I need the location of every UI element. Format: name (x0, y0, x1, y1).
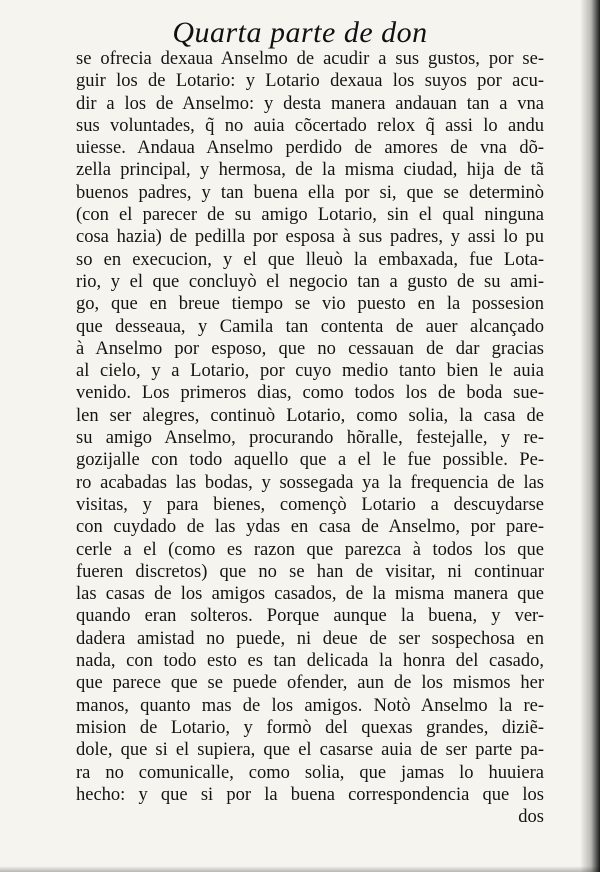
text-line: dadera amistad no puede, ni deue de ser sospechosa en (76, 628, 544, 649)
text-line: cosa hazia) de pedilla por esposa à sus padres, y assi lo pu (76, 227, 544, 248)
text-line: buenos padres, y tan buena ella por si, que se determinò (76, 182, 544, 203)
text-line: go, que en breue tiempo se vio puesto en la possesion (76, 294, 544, 315)
text-line: se ofrecia dexaua Anselmo de acudir a sus gustos, por se- (76, 49, 544, 69)
text-line: manos, quanto mas de los amigos. Notò Anselmo la re- (76, 695, 544, 716)
text-line: visitas, y para bienes, començò Lotario a descuydarse (76, 494, 544, 515)
page-edge-shadow (580, 0, 600, 872)
text-line: so en execucion, y el que lleuò la embaxada, fue Lota- (76, 249, 544, 270)
body-text (76, 48, 544, 828)
text-line: rio, y el que concluyò el negocio tan a gusto de su ami- (76, 271, 544, 292)
text-line: à Anselmo por esposo, que no cessauan de dar gracias (76, 338, 544, 359)
text-line: al cielo, y a Lotario, por cuyo medio tanto bien le auia (76, 361, 544, 382)
text-line: venido. Los primeros dias, como todos los de boda sue- (76, 383, 544, 404)
text-line: cerle a el (como es razon que parezca à todos los que (76, 539, 544, 560)
text-line: su amigo Anselmo, procurando hõralle, festejalle, y re- (76, 428, 544, 449)
running-head: Quarta parte de don (172, 16, 428, 49)
text-line: ro acabadas las bodas, y sossegada ya la frequencia de las (76, 472, 544, 493)
text-line: uiesse. Andaua Anselmo perdido de amores de vna dõ- (76, 138, 544, 159)
text-line: mision de Lotario, y formò del quexas grandes, diziẽ- (76, 717, 544, 738)
text-line: dir a los de Anselmo: y desta manera andauan tan a vna (76, 93, 544, 114)
text-line: que parece que se puede ofender, aun de los mismos her (76, 673, 544, 694)
text-line: guir los de Lotario: y Lotario dexaua los suyos por acu- (76, 71, 544, 92)
page-bottom-edge (0, 866, 600, 872)
text-line: nada, con todo esto es tan delicada la honra del casado, (76, 651, 544, 672)
text-line: dole, que si el supiera, que el casarse auia de ser parte pa- (76, 740, 544, 761)
text-line: zella principal, y hermosa, de la misma ciudad, hija de tã (76, 160, 544, 181)
text-line: sus voluntades, q̃ no auia cõcertado relox q̃ assi lo andu (76, 115, 544, 136)
text-line: que desseaua, y Camila tan contenta de auer alcançado (76, 316, 544, 337)
text-line: con cuydado de las ydas en casa de Anselmo, por pare- (76, 517, 544, 538)
text-line: ra no comunicalle, como solia, que jamas lo huuiera (76, 762, 544, 783)
text-line: gozijalle con todo aquello que a el le fue possible. Pe- (76, 450, 544, 471)
catchword: dos (518, 807, 544, 828)
text-line: len ser alegres, continuò Lotario, como solia, la casa de (76, 405, 544, 426)
text-line: (con el parecer de su amigo Lotario, sin el qual ninguna (76, 205, 544, 226)
text-line: hecho: y que si por la buena correspondencia que los (76, 784, 544, 805)
text-line: las casas de los amigos casados, de la misma manera que (76, 584, 544, 605)
text-line: fueren discretos) que no se han de visitar, ni continuar (76, 561, 544, 582)
text-line: quando eran solteros. Porque aunque la buena, y ver- (76, 606, 544, 627)
